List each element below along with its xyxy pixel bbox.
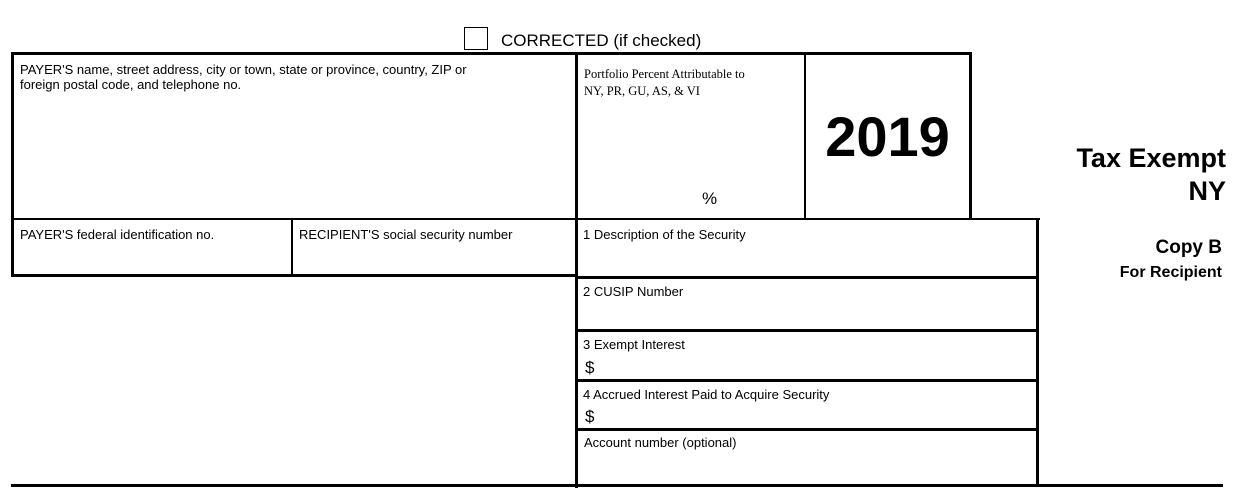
portfolio-percent-label-line2: NY, PR, GU, AS, & VI bbox=[584, 84, 700, 98]
box2-cusip-label: 2 CUSIP Number bbox=[583, 284, 684, 299]
box4-accrued-interest-label: 4 Accrued Interest Paid to Acquire Security bbox=[583, 387, 830, 402]
form-title: Tax Exempt bbox=[1076, 143, 1226, 173]
payer-name-label-line2: foreign postal code, and telephone no. bbox=[20, 77, 242, 92]
copy-box-left-border bbox=[1036, 218, 1039, 486]
corrected-label: CORRECTED (if checked) bbox=[501, 31, 702, 50]
payer-name-label: PAYER'S name, street address, city or town, state or province, country, ZIP or bbox=[20, 62, 467, 77]
box4-dollar-sign: $ bbox=[585, 407, 595, 426]
percent-symbol: % bbox=[702, 189, 718, 208]
year-box-right-border bbox=[969, 52, 972, 220]
portfolio-percent-label: Portfolio Percent Attributable to bbox=[584, 67, 745, 81]
account-number-label: Account number (optional) bbox=[584, 435, 737, 450]
box3-exempt-interest-label: 3 Exempt Interest bbox=[583, 337, 685, 352]
recipient-info-field[interactable] bbox=[14, 277, 575, 484]
box1-description-label: 1 Description of the Security bbox=[583, 227, 746, 242]
copy-sub-label: For Recipient bbox=[1119, 264, 1222, 281]
payer-fid-label: PAYER'S federal identification no. bbox=[20, 227, 215, 242]
tax-year: 2019 bbox=[825, 105, 950, 168]
box3-dollar-sign: $ bbox=[585, 358, 595, 377]
recipient-ssn-label: RECIPIENT'S social security number bbox=[299, 227, 513, 242]
corrected-checkbox[interactable] bbox=[464, 27, 488, 50]
form-title-line2: NY bbox=[1188, 176, 1226, 206]
form-bottom-border bbox=[11, 484, 1223, 487]
copy-label: Copy B bbox=[1155, 237, 1222, 258]
